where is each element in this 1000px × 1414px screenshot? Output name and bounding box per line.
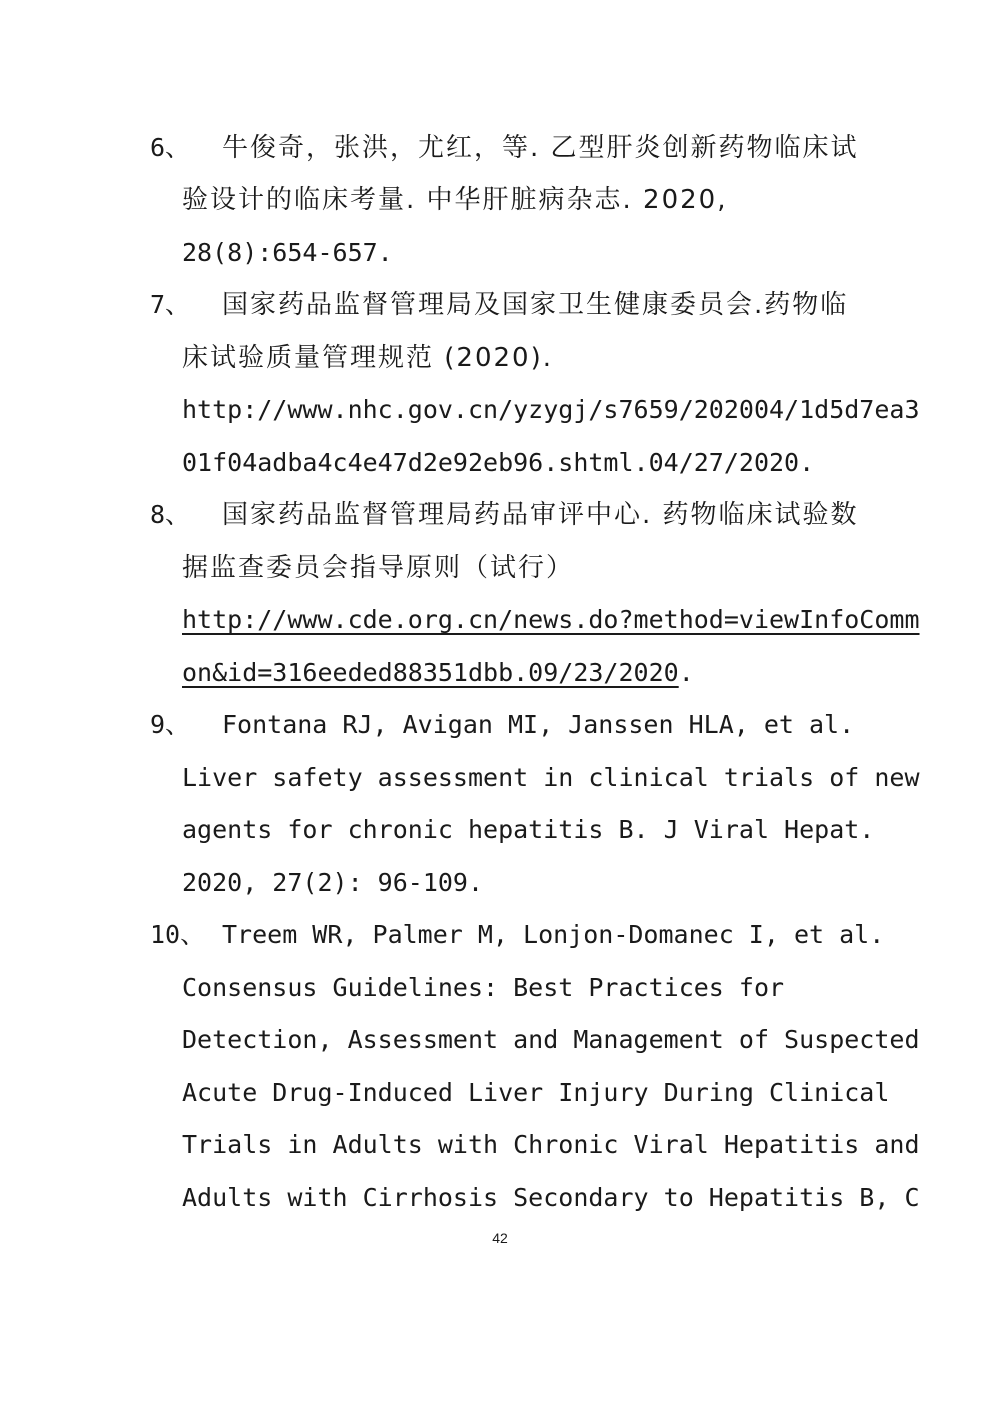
reference-line: agents for chronic hepatitis B. J Viral Hepat.	[182, 815, 875, 844]
reference-period: .	[678, 658, 694, 687]
reference-link-wrap	[182, 656, 694, 690]
reference-line: Liver safety assessment in clinical trials of new	[182, 763, 920, 792]
reference-number: 10、	[150, 920, 206, 949]
reference-line: Trials in Adults with Chronic Viral Hepatitis and	[182, 1130, 920, 1159]
reference-url: 01f04adba4c4e47d2e92eb96.shtml.04/27/2020.	[182, 448, 815, 477]
reference-line: Consensus Guidelines: Best Practices for	[182, 973, 785, 1002]
reference-line: Adults with Cirrhosis Secondary to Hepatitis B, C	[182, 1183, 920, 1212]
page-number: 42	[492, 1230, 508, 1246]
reference-line: Acute Drug-Induced Liver Injury During Clinical	[182, 1078, 890, 1107]
reference-line: 验设计的临床考量. 中华肝脏病杂志. 2020,	[182, 185, 728, 215]
reference-line: 国家药品监督管理局药品审评中心. 药物临床试验数	[222, 500, 859, 530]
reference-line: Detection, Assessment and Management of Suspected	[182, 1025, 920, 1054]
reference-line: 牛俊奇，张洪，尤红，等. 乙型肝炎创新药物临床试	[222, 133, 859, 163]
reference-number: 8、	[150, 500, 191, 529]
reference-number: 7、	[150, 290, 191, 319]
reference-line: 国家药品监督管理局及国家卫生健康委员会.药物临	[222, 290, 849, 320]
reference-number: 9、	[150, 710, 191, 739]
reference-line: Treem WR, Palmer M, Lonjon-Domanec I, et al.	[222, 920, 885, 949]
reference-line: 2020, 27(2): 96-109.	[182, 868, 484, 897]
reference-line: Fontana RJ, Avigan MI, Janssen HLA, et al.	[222, 710, 855, 739]
reference-link[interactable]: http://www.cde.org.cn/news.do?method=viewInfoComm	[182, 605, 920, 634]
reference-url: http://www.nhc.gov.cn/yzygj/s7659/202004/1d5d7ea3	[182, 395, 920, 424]
reference-link[interactable]: on&id=316eeded88351dbb.09/23/2020	[182, 658, 679, 687]
reference-number: 6、	[150, 133, 191, 162]
reference-line: 床试验质量管理规范 (2020).	[182, 343, 553, 373]
reference-line: 据监查委员会指导原则（试行）	[182, 553, 575, 583]
reference-line: 28(8):654-657.	[182, 238, 393, 267]
